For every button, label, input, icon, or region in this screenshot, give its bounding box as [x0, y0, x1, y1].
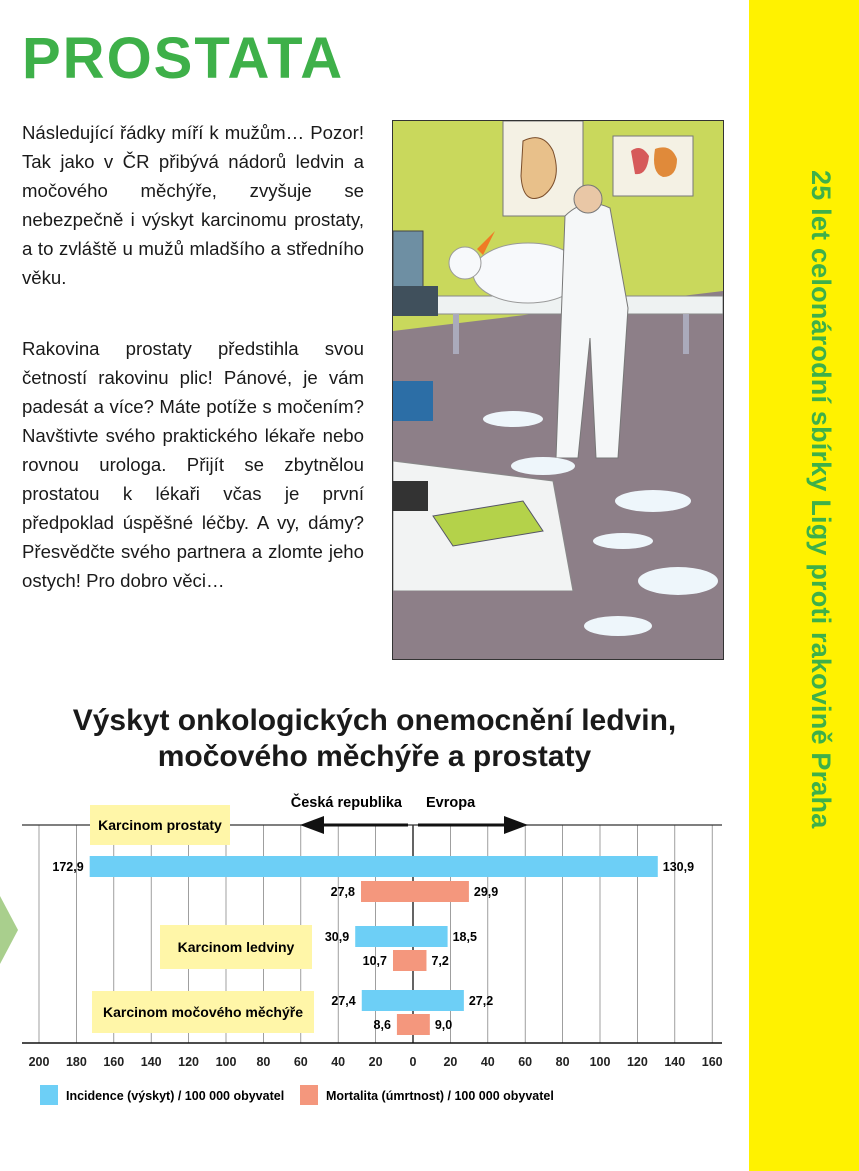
left-region-label: Česká republika: [290, 795, 402, 811]
data-label-eu: 7,2: [431, 954, 449, 968]
bar-mortality-eu: [413, 881, 469, 902]
data-label-eu: 27,2: [468, 994, 494, 1008]
data-label-cz: 27,8: [330, 885, 356, 899]
x-tick-label: 40: [480, 1055, 495, 1069]
x-tick-label: 60: [518, 1055, 533, 1069]
legend-swatch-mortality: [300, 1085, 318, 1105]
x-tick-label: 80: [555, 1055, 570, 1069]
x-tick-label: 40: [331, 1055, 346, 1069]
right-region-label: Evropa: [426, 795, 476, 811]
x-tick-label: 140: [140, 1055, 162, 1069]
x-tick-label: 160: [103, 1055, 125, 1069]
left-arrow-head: [300, 816, 324, 834]
x-tick-label: 140: [664, 1055, 686, 1069]
x-tick-label: 0: [409, 1055, 417, 1069]
bar-incidence-cz: [90, 856, 413, 877]
x-tick-label: 20: [368, 1055, 383, 1069]
side-vertical-text: 25 let celonárodní sbírky Ligy proti rakovině Praha: [806, 170, 836, 829]
x-tick-label: 180: [65, 1055, 87, 1069]
bar-mortality-eu: [413, 1014, 430, 1035]
x-tick-label: 100: [589, 1055, 611, 1069]
bar-mortality-cz: [361, 881, 413, 902]
data-label-eu: 130,9: [662, 860, 695, 874]
category-label: Karcinom prostaty: [98, 817, 222, 833]
bar-incidence-eu: [413, 990, 464, 1011]
chart-svg: [0, 785, 749, 1115]
page-title: PROSTATA: [22, 26, 345, 91]
side-band: [749, 0, 859, 1171]
bar-mortality-cz: [393, 950, 413, 971]
bar-mortality-cz: [397, 1014, 413, 1035]
intro-paragraph: Následující řádky míří k mužům… Pozor! Tak jako v ČR přibývá nádorů ledvin a močového měchýře, zvyšuje se nebezpečně i výskyt karcinomu prostaty, a to zvláště u mužů mladšího a středního věku.: [22, 122, 364, 288]
x-tick-label: 160: [701, 1055, 723, 1069]
category-label: Karcinom močového měchýře: [103, 1004, 303, 1020]
right-arrow-head: [504, 816, 528, 834]
data-label-cz: 27,4: [331, 994, 356, 1008]
data-label-eu: 18,5: [452, 930, 477, 944]
cartoon-illustration: [392, 120, 724, 660]
body-paragraph: Rakovina prostaty předstihla svou četností rakovinu plic! Pánové, je vám padesát a více? Máte potíže s močením? Navštivte svého praktického lékaře nebo rovnou urologa. Přijít se zbytnělou prostatou k lékaři včas je první předpoklad úspěšné léčby. A vy, dámy? Přesvědčte svého partnera a zlomte jeho ostych! Pro dobro věci…: [22, 338, 364, 591]
x-tick-label: 60: [293, 1055, 308, 1069]
data-label-cz: 8,6: [373, 1018, 391, 1032]
bar-incidence-eu: [413, 926, 448, 947]
chart-title: Výskyt onkologických onemocnění ledvin, močového měchýře a prostaty: [72, 704, 677, 773]
x-tick-label: 100: [215, 1055, 237, 1069]
bar-incidence-cz: [355, 926, 413, 947]
data-label-cz: 172,9: [52, 860, 84, 874]
data-label-cz: 30,9: [324, 930, 350, 944]
x-tick-label: 200: [28, 1055, 50, 1069]
data-label-eu: 9,0: [434, 1018, 453, 1032]
bar-incidence-cz: [362, 990, 413, 1011]
x-tick-label: 20: [443, 1055, 458, 1069]
data-label-eu: 29,9: [473, 885, 499, 899]
legend-swatch-incidence: [40, 1085, 58, 1105]
legend-label: Mortalita (úmrtnost) / 100 000 obyvatel: [326, 1089, 554, 1103]
x-tick-label: 120: [626, 1055, 648, 1069]
bar-incidence-eu: [413, 856, 658, 877]
x-tick-label: 80: [256, 1055, 271, 1069]
x-tick-label: 120: [178, 1055, 200, 1069]
legend-label: Incidence (výskyt) / 100 000 obyvatel: [66, 1089, 285, 1103]
bar-mortality-eu: [413, 950, 426, 971]
data-label-cz: 10,7: [362, 954, 387, 968]
category-label: Karcinom ledviny: [177, 939, 295, 955]
